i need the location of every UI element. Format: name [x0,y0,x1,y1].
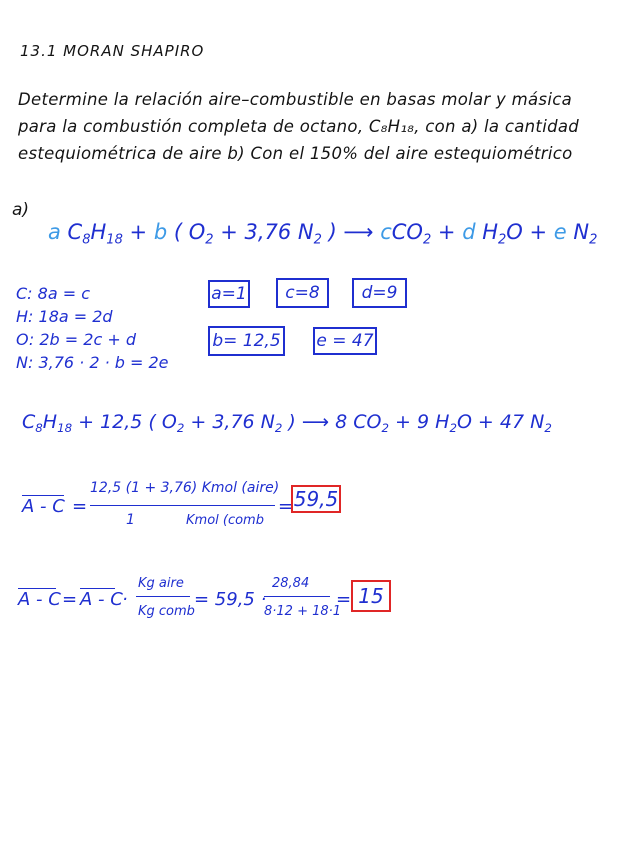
coefficient: b [153,220,168,244]
subscript: 2 [313,232,322,248]
subscript: 2 [422,232,432,248]
subscript: 2 [381,421,390,436]
coefficient: a [48,220,61,244]
formula-text: + [122,220,154,244]
problem-line-3: estequiométrica de aire b) Con el 150% del aire estequiométrico [18,144,573,163]
part-a-label: a) [12,200,30,220]
formula-text: H [42,411,58,433]
formula-text: ( O [167,220,206,244]
subscript: 2 [589,232,598,248]
balanced-equation [22,411,552,435]
hydrogen-balance: H: 18a = 2d [16,307,113,326]
equals-sign: = [278,496,294,517]
equals-sign: = [336,589,352,610]
mass-ratio-label: A - C [18,589,61,610]
formula-text: + 9 H [389,411,450,433]
formula-text: + 3,76 N [184,411,275,433]
formula-text: C [22,411,36,433]
molar-denominator-value: 1 [126,512,135,528]
formula-text: + 3,76 N [213,220,314,244]
multiply-dot: · [122,589,128,610]
oxygen-balance: O: 2b = 2c + d [16,330,136,349]
formula-text: O + 47 N [456,411,545,433]
result-b-box: b= 12,5 [208,326,285,356]
formula-text: + [431,220,463,244]
molar-result-box: 59,5 [291,485,341,513]
general-combustion-equation [48,220,597,248]
equals-sign: = [72,496,88,517]
formula-text: CO [391,220,423,244]
result-e-box: e = 47 [313,327,377,355]
subscript: 8 [35,421,43,436]
subscript: 2 [498,232,507,248]
formula-text: C [60,220,83,244]
subscript: 2 [544,421,552,436]
formula-text: ) ⟶ [321,220,381,244]
coefficient: c [380,220,392,244]
formula-text: ) ⟶ 8 CO [282,411,382,433]
formula-text: N [566,220,590,244]
formula-text: + 12,5 ( O [72,411,177,433]
formula-text: H [90,220,107,244]
coefficient: e [553,220,567,244]
mass-calc: = 59,5 · [194,589,267,610]
molar-numerator: 12,5 (1 + 3,76) Kmol (aire) [90,480,280,496]
molar-ratio-ref: A - C [80,589,123,610]
problem-line-2: para la combustión completa de octano, C₈H₁₈, con a) la cantidad [18,117,580,136]
nitrogen-balance: N: 3,76 · 2 · b = 2e [16,353,169,372]
subscript: 2 [449,421,457,436]
carbon-balance: C: 8a = c [16,284,91,303]
subscript: 8 [82,232,91,248]
molar-denominator-unit: Kmol (comb [186,513,264,528]
mass-result-box: 15 [351,580,391,612]
formula-text: H [475,220,499,244]
problem-title: 13.1 MORAN SHAPIRO [20,42,205,60]
fuel-molar-mass: 8·12 + 18·1 [264,604,342,619]
formula-text: O + [506,220,554,244]
mass-numerator: Kg aire [138,576,184,591]
molar-ratio-label: A - C [22,496,65,517]
subscript: 18 [106,232,123,248]
equals-sign: = [62,589,78,610]
coefficient: d [462,220,476,244]
air-molar-mass: 28,84 [272,576,310,591]
subscript: 2 [176,421,185,436]
result-d-box: d=9 [352,278,407,308]
subscript: 18 [57,421,73,436]
result-a-box: a=1 [208,280,250,308]
subscript: 2 [274,421,283,436]
mass-denominator: Kg comb [138,604,195,619]
result-c-box: c=8 [276,278,329,308]
problem-line-1: Determine la relación aire–combustible en basas molar y másica [18,90,572,109]
subscript: 2 [205,232,214,248]
